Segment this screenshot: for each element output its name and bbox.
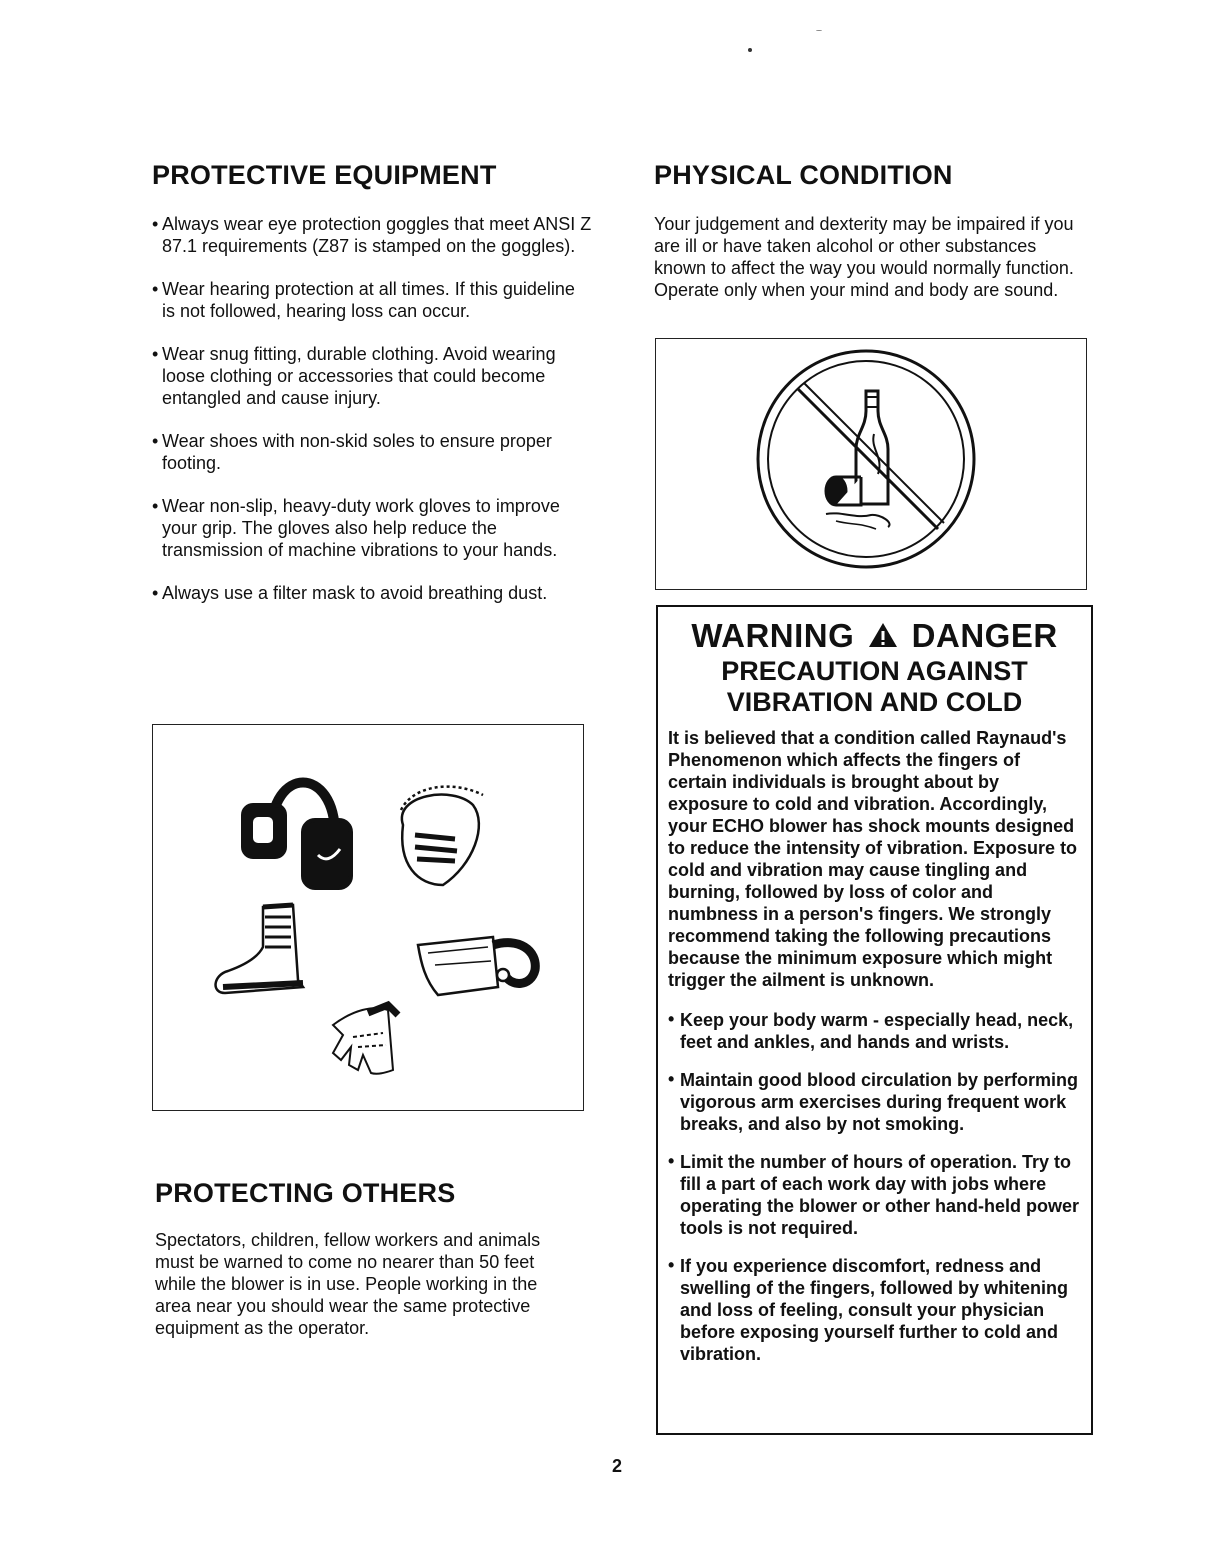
bullet-glyph: •	[152, 583, 159, 603]
list-item	[152, 343, 592, 409]
list-item	[152, 582, 592, 604]
protecting-others-heading: PROTECTING OTHERS	[155, 1178, 456, 1208]
list-item	[152, 495, 592, 561]
bullet-glyph: •	[152, 496, 159, 516]
list-item-text: Keep your body warm - especially head, neck, feet and ankles, and hands and wrists.	[680, 1010, 1074, 1052]
bullet-glyph: •	[152, 279, 159, 299]
list-item	[152, 213, 592, 257]
no-alcohol-illustration	[655, 338, 1087, 590]
list-item-text: Wear hearing protection at all times. If this guideline is not followed, hearing loss can occur.	[162, 279, 575, 321]
physical-condition-heading: PHYSICAL CONDITION	[654, 160, 953, 190]
warning-subtitle-line-2: VIBRATION AND COLD	[726, 687, 1023, 717]
bullet-glyph: •	[152, 214, 159, 234]
goggles-icon	[418, 937, 535, 995]
list-item-text: If you experience discomfort, redness and swelling of the fingers, followed by whitening and loss of feeling, consult your physician before exposing yourself further to cold and vibration.	[680, 1256, 1069, 1364]
bullet-glyph: •	[668, 1069, 675, 1089]
warning-subtitle-line-1: PRECAUTION AGAINST	[721, 656, 1028, 686]
earmuffs-icon	[243, 783, 351, 889]
bullet-glyph: •	[668, 1009, 675, 1029]
list-item	[668, 1069, 1083, 1135]
bullet-glyph: •	[152, 344, 159, 364]
list-item	[668, 1009, 1083, 1053]
bullet-glyph: •	[668, 1151, 675, 1171]
list-item-text: Always use a filter mask to avoid breathing dust.	[162, 583, 548, 603]
warning-label: WARNING	[691, 617, 855, 654]
left-column	[152, 160, 592, 625]
bullet-glyph: •	[152, 431, 159, 451]
list-item-text: Always wear eye protection goggles that meet ANSI Z 87.1 requirements (Z87 is stamped on the goggles).	[162, 214, 592, 256]
protective-equipment-illustration	[152, 724, 584, 1111]
protective-equipment-heading: PROTECTIVE EQUIPMENT	[152, 160, 497, 190]
list-item-text: Maintain good blood circulation by performing vigorous arm exercises during frequent work breaks, and also by not smoking.	[680, 1070, 1078, 1134]
list-item-text: Wear snug fitting, durable clothing. Avoid wearing loose clothing or accessories that could become entangled and cause injury.	[162, 344, 556, 408]
work-boot-icon	[216, 905, 303, 993]
scan-speck	[748, 48, 752, 52]
warning-title	[658, 617, 1091, 655]
danger-label: DANGER	[911, 617, 1058, 654]
no-alcohol-icon	[656, 339, 1086, 589]
list-item	[152, 278, 592, 322]
right-column	[654, 160, 1094, 301]
physical-condition-text: Your judgement and dexterity may be impaired if you are ill or have taken alcohol or other substances known to affect the way you would normally function. Operate only when your mind and body are sound.	[654, 214, 1074, 300]
protecting-others-section	[155, 1178, 575, 1339]
list-item-text: Wear non-slip, heavy-duty work gloves to improve your grip. The gloves also help reduce the transmission of machine vibrations to your hands.	[162, 496, 560, 560]
protective-equipment-list	[152, 213, 592, 604]
dust-mask-icon	[401, 787, 483, 885]
list-item	[668, 1151, 1083, 1239]
warning-body-text: It is believed that a condition called Raynaud's Phenomenon which affects the fingers of certain individuals is brought about by exposure to cold and vibration. Accordingly, your ECHO blower has shock mounts designed to reduce the intensity of vibration. Exposure to cold and vibration may cause tingling and burning, followed by loss of color and numbness in a person's fingers. We strongly recommend taking the following precautions because the minimum exposure which might trigger the ailment is unknown.	[668, 728, 1078, 990]
work-glove-icon	[333, 1005, 398, 1074]
page-number: 2	[612, 1456, 623, 1476]
scan-speck	[816, 30, 822, 31]
warning-precautions-list	[668, 1009, 1083, 1365]
warning-triangle-icon	[868, 622, 898, 648]
list-item-text: Limit the number of hours of operation. Try to fill a part of each work day with jobs where operating the blower or other hand-held power tools is not required.	[680, 1152, 1080, 1238]
bullet-glyph: •	[668, 1255, 675, 1275]
list-item	[152, 430, 592, 474]
list-item-text: Wear shoes with non-skid soles to ensure proper footing.	[162, 431, 552, 473]
protecting-others-text: Spectators, children, fellow workers and animals must be warned to come no nearer than 50 feet while the blower is in use. People working in the area near you should wear the same protective equipment as the operator.	[155, 1230, 541, 1338]
list-item	[668, 1255, 1083, 1365]
warning-danger-box	[656, 605, 1093, 1435]
